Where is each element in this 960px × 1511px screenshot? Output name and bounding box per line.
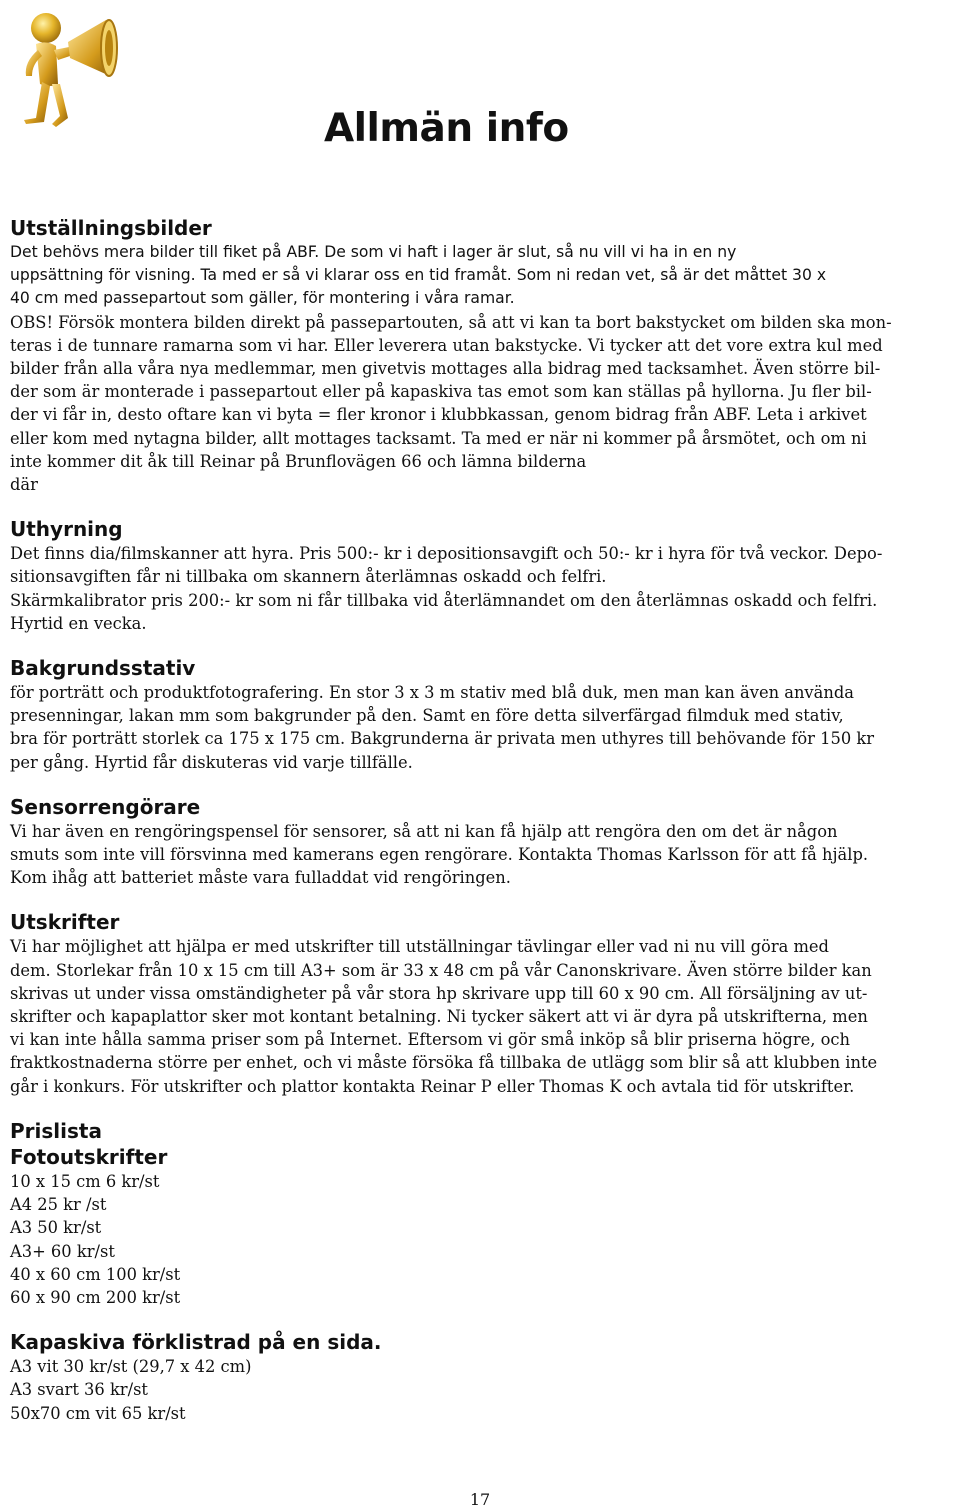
- text-line: der vi får in, desto oftare kan vi byta = fler kronor i klubbkassan, genom bidrag från ABF. Leta i arkivet: [10, 405, 867, 425]
- section-body: [10, 681, 950, 774]
- text-line: 40 cm med passepartout som gäller, för montering i våra ramar.: [10, 289, 515, 308]
- price-item: A3 svart 36 kr/st: [10, 1380, 148, 1400]
- text-line: Det finns dia/filmskanner att hyra. Pris 500:- kr i depositionsavgift och 50:- kr i hyra för två veckor. Depo-: [10, 544, 883, 564]
- section-heading: Kapaskiva förklistrad på en sida.: [10, 1330, 382, 1355]
- section-body: [10, 241, 950, 311]
- section-heading: Bakgrundsstativ: [10, 656, 196, 681]
- text-line: Skärmkalibrator pris 200:- kr som ni får tillbaka vid återlämnandet om den återlämnas oskadd och felfri.: [10, 590, 878, 610]
- text-line: går i konkurs. För utskrifter och plattor kontakta Reinar P eller Thomas K och avtala tid för utskrifter.: [10, 1076, 855, 1096]
- text-line: Hyrtid en vecka.: [10, 613, 147, 633]
- text-line: inte kommer dit åk till Reinar på Brunflovägen 66 och lämna bilderna: [10, 451, 587, 471]
- text-line: bra för porträtt storlek ca 175 x 175 cm. Bakgrunderna är privata men uthyres till behövande för 150 kr: [10, 729, 875, 749]
- section-body: [10, 935, 950, 1097]
- text-line: eller kom med nytagna bilder, allt mottages tacksamt. Ta med er när ni kommer på årsmötet, och om ni: [10, 428, 867, 448]
- price-item: A3+ 60 kr/st: [10, 1241, 115, 1261]
- section-heading: Uthyrning: [10, 517, 123, 542]
- text-line: för porträtt och produktfotografering. En stor 3 x 3 m stativ med blå duk, men man kan även använda: [10, 683, 854, 703]
- spacer: [10, 496, 950, 516]
- price-item: 50x70 cm vit 65 kr/st: [10, 1403, 186, 1423]
- text-line: skrifter och kapaplattor sker mot kontant betalning. Ni tycker säkert att vi är dyra på utskrifterna, men: [10, 1007, 868, 1027]
- section-uthyrning: [10, 516, 950, 635]
- section-body-obs: [10, 311, 950, 497]
- text-line: vi kan inte hålla samma priser som på Internet. Eftersom vi gör små inköp så blir priserna högre, och: [10, 1030, 851, 1050]
- text-line: skrivas ut under vissa omständigheter på vår stora hp skrivare upp till 60 x 90 cm. All försäljning av ut-: [10, 983, 868, 1003]
- section-body: [10, 820, 950, 890]
- price-item: A4 25 kr /st: [10, 1195, 107, 1215]
- text-line: uppsättning för visning. Ta med er så vi klarar oss en tid framåt. Som ni redan vet, så är det måttet 30 x: [10, 266, 827, 285]
- content: [10, 215, 950, 1425]
- section-body: [10, 542, 950, 635]
- text-line: sitionsavgiften får ni tillbaka om skannern återlämnas oskadd och felfri.: [10, 567, 607, 587]
- text-line: smuts som inte vill försvinna med kamerans egen rengörare. Kontakta Thomas Karlsson för att få hjälp.: [10, 845, 869, 865]
- text-line: Det behövs mera bilder till fiket på ABF. De som vi haft i lager är slut, så nu vill vi ha in en ny: [10, 243, 737, 261]
- text-line: dem. Storlekar från 10 x 15 cm till A3+ som är 33 x 48 cm på vår Canonskrivare. Även större bilder kan: [10, 960, 872, 980]
- gold-figure-megaphone-icon: [6, 6, 124, 130]
- text-line: teras i de tunnare ramarna som vi har. Eller leverera utan bakstycke. Vi tycker att det vore extra kul med: [10, 335, 883, 355]
- price-item: A3 50 kr/st: [10, 1218, 102, 1238]
- text-line: där: [10, 475, 38, 495]
- text-line: Vi har även en rengöringspensel för sensorer, så att ni kan få hjälp att rengöra den om det är någon: [10, 821, 838, 841]
- section-utstallningsbilder: [10, 215, 950, 496]
- section-bakgrundsstativ: [10, 655, 950, 774]
- section-heading: Sensorrengörare: [10, 794, 201, 819]
- text-line: Vi har möjlighet att hjälpa er med utskrifter till utställningar tävlingar eller vad ni nu vill göra med: [10, 937, 829, 957]
- text-line: Kom ihåg att batteriet måste vara fulladdat vid rengöringen.: [10, 868, 511, 888]
- section-sensorrengorare: [10, 794, 950, 890]
- page-title: Allmän info: [324, 106, 569, 151]
- price-item: 10 x 15 cm 6 kr/st: [10, 1171, 160, 1191]
- price-list: [10, 1170, 950, 1309]
- text-line: presenningar, lakan mm som bakgrunder på den. Samt en före detta silverfärgad filmduk med stativ,: [10, 706, 844, 726]
- price-list: [10, 1355, 950, 1425]
- price-item: 60 x 90 cm 200 kr/st: [10, 1287, 181, 1307]
- section-heading: Prislista: [10, 1118, 102, 1143]
- text-line: per gång. Hyrtid får diskuteras vid varje tillfälle.: [10, 752, 413, 772]
- section-heading: Utställningsbilder: [10, 216, 212, 240]
- text-line: der som är monterade i passepartout eller på kapaskiva tas emot som kan ställas på hyllorna. Ju fler bil-: [10, 382, 872, 402]
- spacer: [10, 889, 950, 909]
- price-item: A3 vit 30 kr/st (29,7 x 42 cm): [10, 1357, 252, 1377]
- spacer: [10, 1098, 950, 1118]
- text-line: bilder från alla våra nya medlemmar, men givetvis mottages alla bidrag med tacksamhet. Även större bil-: [10, 359, 881, 379]
- section-heading: Utskrifter: [10, 910, 120, 935]
- page-number: 17: [469, 1490, 491, 1509]
- section-utskrifter: [10, 909, 950, 1097]
- section-subheading: Fotoutskrifter: [10, 1144, 168, 1169]
- price-item: 40 x 60 cm 100 kr/st: [10, 1264, 181, 1284]
- spacer: [10, 635, 950, 655]
- section-prislista: [10, 1118, 950, 1309]
- spacer: [10, 774, 950, 794]
- spacer: [10, 1309, 950, 1329]
- section-kapaskiva: [10, 1329, 950, 1425]
- text-line: OBS! Försök montera bilden direkt på passepartouten, så att vi kan ta bort bakstycket om bilden ska mon-: [10, 312, 892, 332]
- text-line: fraktkostnaderna större per enhet, och vi måste försöka få tillbaka de utlägg som blir så att klubben inte: [10, 1053, 878, 1073]
